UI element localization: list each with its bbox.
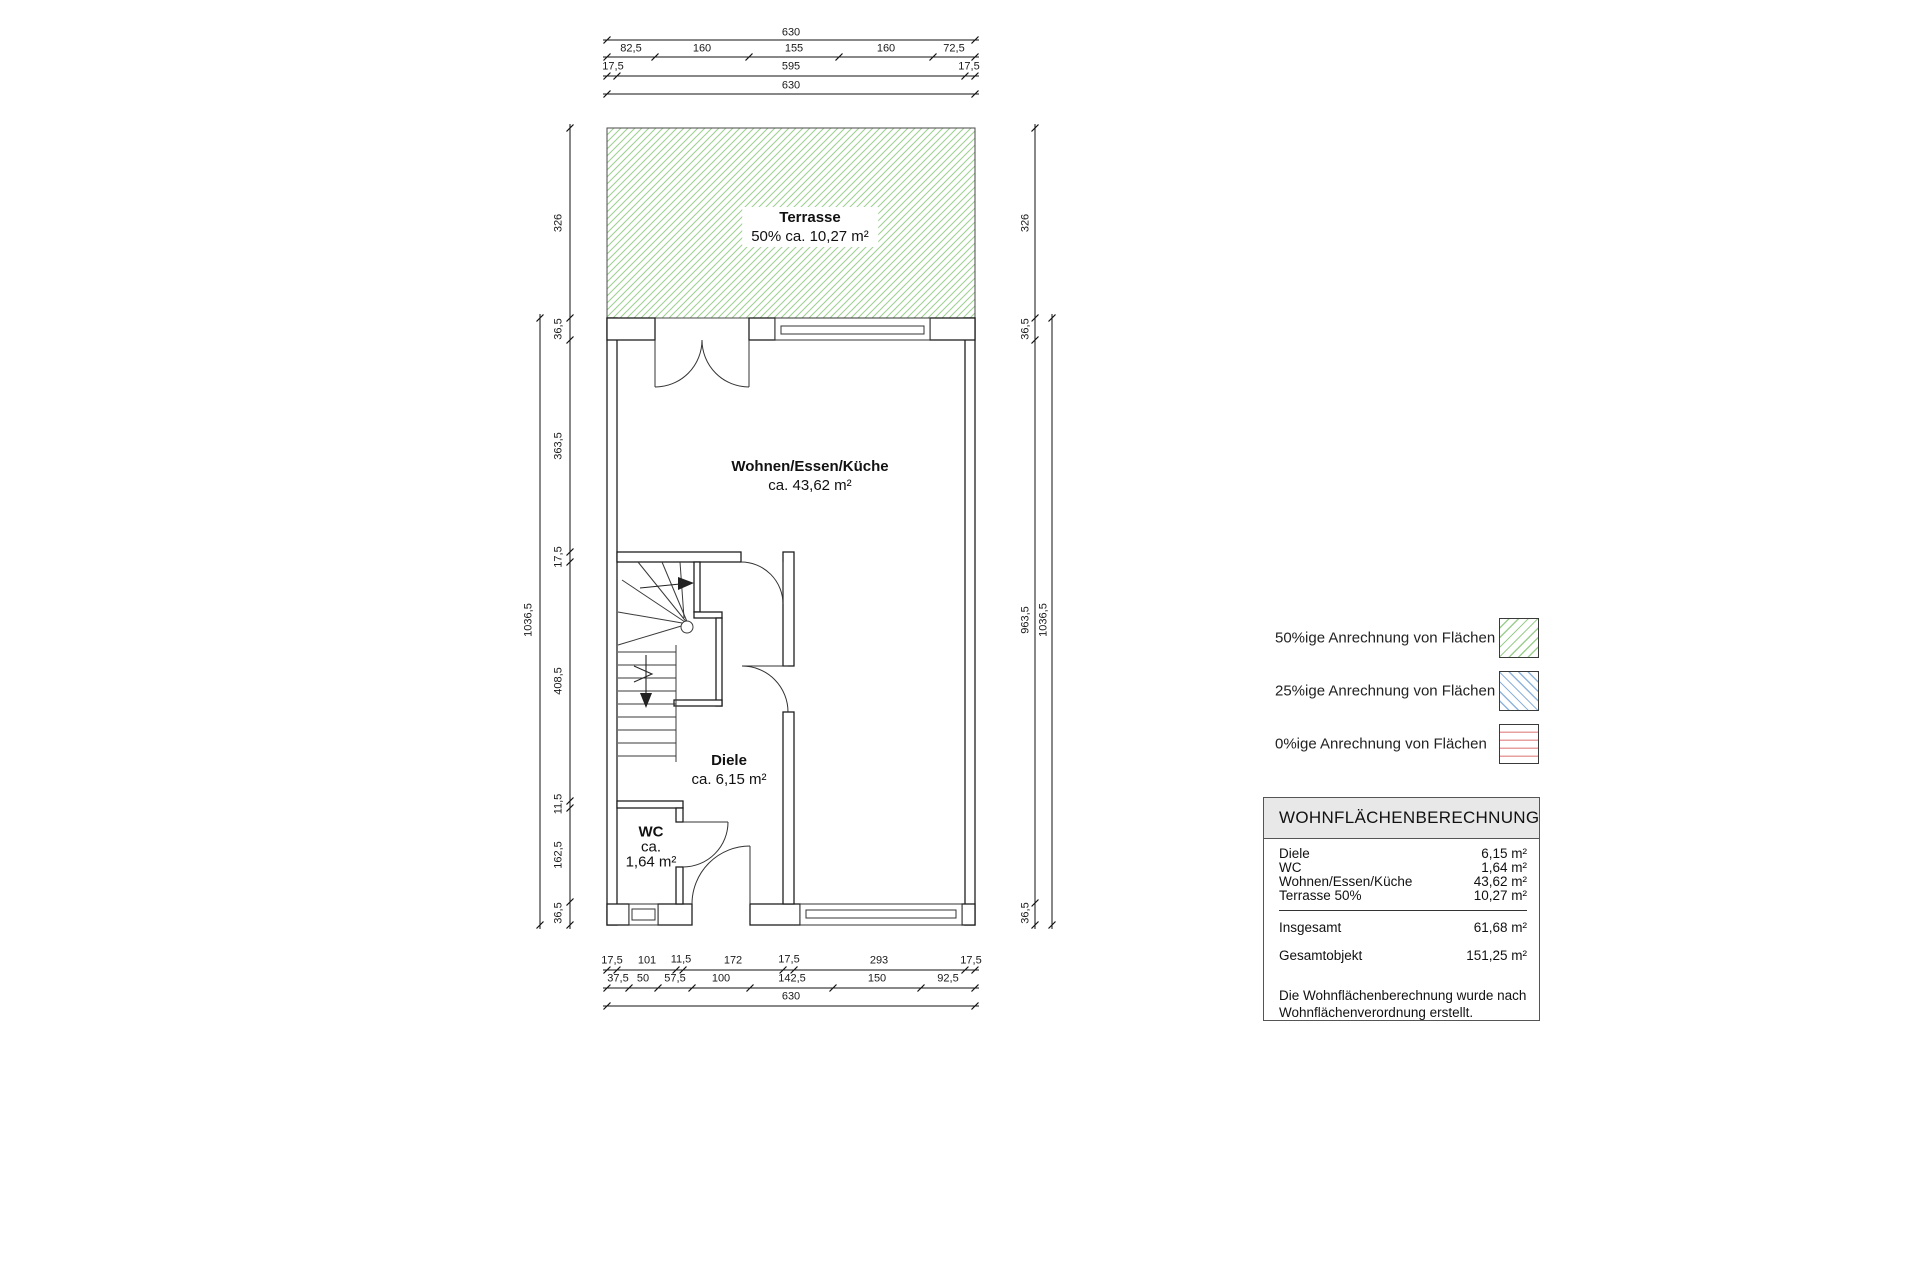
dim-label: 963,5 [1019,606,1032,634]
green-hatch-swatch-icon [1499,618,1539,658]
row-value: 43,62 m² [1473,874,1527,889]
dim-label: 150 [867,972,887,985]
legend-item-0-percent [1275,724,1539,764]
dim-label: 326 [1019,213,1032,233]
row-label: Diele [1279,846,1310,861]
dim-label: 293 [869,954,889,967]
dim-label: 36,5 [552,318,565,340]
row-value: 61,68 m² [1473,920,1527,935]
dim-label: 160 [876,42,896,55]
dim-label: 92,5 [937,972,959,985]
note-line: Wohnflächenverordnung erstellt. [1279,1004,1474,1020]
dim-label: 595 [781,60,801,73]
dim-label-bottom-total: 630 [781,990,801,1003]
room-area: ca. [640,838,662,856]
dim-label: 11,5 [670,953,692,966]
room-area: 1,64 m² [625,853,677,871]
dim-label-left-total: 1036,5 [522,603,535,637]
row-label: Gesamtobjekt [1279,948,1363,963]
dim-label: 408,5 [552,667,565,695]
living-area-calculation-table [1263,797,1540,1021]
room-name: WC [638,823,664,841]
room-area: ca. 6,15 m² [691,771,767,788]
row-value: 1,64 m² [1481,860,1527,875]
red-lines-swatch-icon [1499,724,1539,764]
dim-label: 50 [636,972,650,985]
dim-label-right-total: 1036,5 [1037,603,1050,637]
row-label: Wohnen/Essen/Küche [1279,874,1413,889]
table-separator [1279,910,1527,911]
dim-label: 160 [692,42,712,55]
table-row-total [1279,921,1527,935]
dim-label: 326 [552,213,565,233]
row-label: Terrasse 50% [1279,888,1362,903]
blue-hatch-swatch-icon [1499,671,1539,711]
room-area: 50% ca. 10,27 m² [751,228,869,245]
dim-label: 37,5 [607,972,629,985]
dim-label: 36,5 [1019,318,1032,340]
dim-label: 17,5 [602,60,624,73]
legend-label: 25%ige Anrechnung von Flächen [1275,682,1496,700]
dim-label: 57,5 [664,972,686,985]
dim-label: 155 [784,42,804,55]
dim-label: 172 [723,954,743,967]
dim-label: 11,5 [552,793,565,815]
row-label: Insgesamt [1279,920,1342,935]
room-label-wc [626,825,677,870]
table-note [1279,988,1527,1021]
staircase [618,562,693,762]
row-value: 151,25 m² [1466,948,1527,963]
table-row-object-total [1279,949,1527,963]
dim-label: 162,5 [552,841,565,869]
dim-label: 72,5 [943,42,965,55]
dim-label-top-total2: 630 [781,79,801,92]
table-row [1279,847,1527,861]
legend-item-25-percent [1275,671,1539,711]
row-value: 10,27 m² [1473,888,1527,903]
room-name: Diele [711,752,747,769]
room-label-wohnen-essen-kueche [731,457,888,495]
room-label-terrasse [742,207,878,247]
dim-label: 17,5 [552,546,565,568]
legend-label: 50%ige Anrechnung von Flächen [1275,629,1496,647]
table-title: WOHNFLÄCHENBERECHNUNG [1264,798,1539,839]
dim-label: 100 [711,972,731,985]
dim-label-top-total1: 630 [781,26,801,39]
dim-label: 36,5 [552,902,565,924]
legend-item-50-percent [1275,618,1539,658]
note-line: Die Wohnflächenberechnung wurde nach [1279,988,1527,1003]
room-area: ca. 43,62 m² [768,477,852,494]
stair-direction-arrows [634,577,694,708]
table-row [1279,875,1527,889]
table-row [1279,861,1527,875]
dim-label: 36,5 [1019,902,1032,924]
legend-label: 0%ige Anrechnung von Flächen [1275,735,1487,753]
dim-label: 17,5 [960,954,982,967]
dim-label: 17,5 [601,954,623,967]
table-row [1279,889,1527,903]
dim-label: 17,5 [778,953,800,966]
dim-label: 101 [637,954,657,967]
dim-label: 142,5 [778,972,806,985]
row-label: WC [1279,860,1302,875]
windows [629,318,962,925]
room-label-diele [691,751,766,789]
row-value: 6,15 m² [1481,846,1527,861]
room-name: Wohnen/Essen/Küche [731,458,889,475]
dim-label: 82,5 [620,42,642,55]
dim-label: 363,5 [552,432,565,460]
dim-label: 17,5 [958,60,980,73]
room-name: Terrasse [779,209,841,226]
